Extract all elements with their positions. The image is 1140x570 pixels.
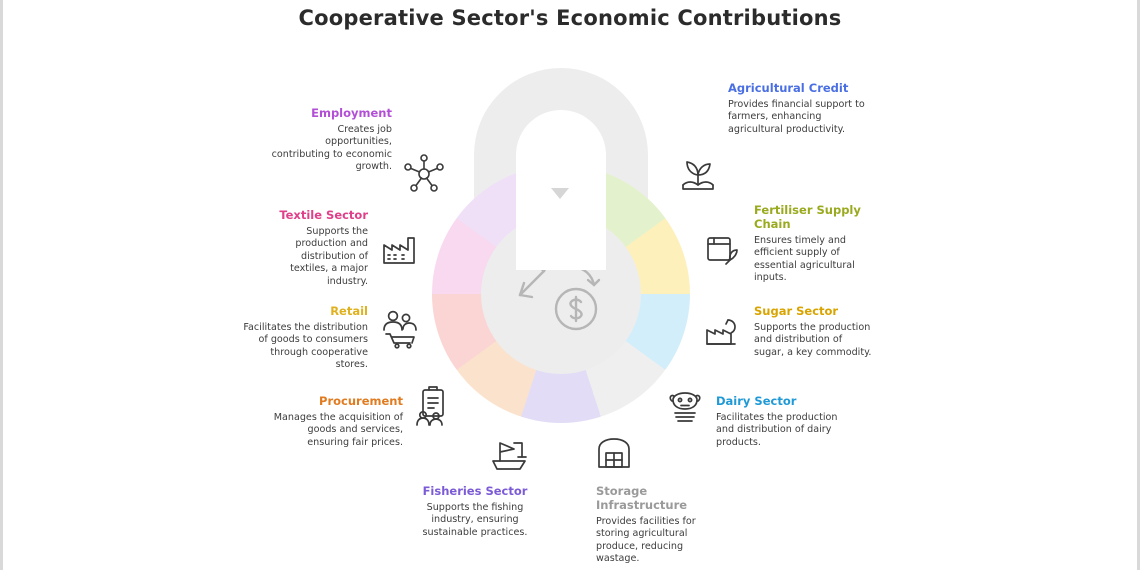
node-dairy-sector[interactable] [716,394,851,449]
node-label-procurement: Procurement [319,394,403,408]
node-desc-retail: Facilitates the distribution of goods to consumers through cooperative stores. [243,322,368,371]
node-desc-storage-infrastructure: Provides facilities for storing agricultural produce, reducing wastage. [596,516,696,565]
node-desc-fisheries-sector: Supports the fishing industry, ensuring sustainable practices. [422,502,528,538]
node-desc-sugar-sector: Supports the production and distribution of sugar, a key commodity. [754,322,872,358]
wheel-pointer-icon [551,188,569,199]
page-title: Cooperative Sector's Economic Contributions [298,6,842,30]
node-label-agricultural-credit: Agricultural Credit [728,81,849,95]
cow-icon [664,386,708,430]
node-fertiliser-supply-chain[interactable] [754,203,872,285]
shopping-cart-people-icon [378,306,422,350]
node-desc-agricultural-credit: Provides financial support to farmers, enhancing agricultural productivity. [728,99,865,135]
node-desc-textile-sector: Supports the production and distribution of textiles, a major industry. [290,226,368,287]
node-fisheries-sector[interactable] [405,484,545,539]
left-border [0,0,3,570]
clipboard-people-icon [412,384,456,428]
node-desc-fertiliser-supply-chain: Ensures timely and efficient supply of essential agricultural inputs. [754,235,855,284]
sprout-hand-icon [676,150,720,194]
node-label-dairy-sector: Dairy Sector [716,394,797,408]
node-label-sugar-sector: Sugar Sector [754,304,839,318]
node-label-fisheries-sector: Fisheries Sector [422,484,528,498]
fishing-boat-icon [487,432,531,476]
node-desc-dairy-sector: Facilitates the production and distribution of dairy products. [716,412,838,448]
people-network-icon [402,152,446,196]
fertiliser-bag-icon [700,228,744,272]
node-retail[interactable] [238,304,368,372]
node-employment[interactable] [270,106,392,174]
node-label-storage-infrastructure: Storage Infrastructure [596,484,688,512]
node-label-fertiliser-supply-chain: Fertiliser Supply Chain [754,203,861,231]
node-desc-procurement: Manages the acquisition of goods and services, ensuring fair prices. [273,412,403,448]
node-desc-employment: Creates job opportunities, contributing to economic growth. [271,124,392,173]
node-label-textile-sector: Textile Sector [279,208,368,222]
node-textile-sector[interactable] [265,208,368,288]
node-label-employment: Employment [311,106,392,120]
textile-factory-icon [378,228,422,272]
node-label-retail: Retail [330,304,368,318]
node-procurement[interactable] [263,394,403,449]
node-storage-infrastructure[interactable] [596,484,712,566]
node-sugar-sector[interactable] [754,304,872,359]
node-agricultural-credit[interactable] [728,81,878,136]
sugar-factory-icon [700,310,744,354]
warehouse-icon [592,432,636,476]
